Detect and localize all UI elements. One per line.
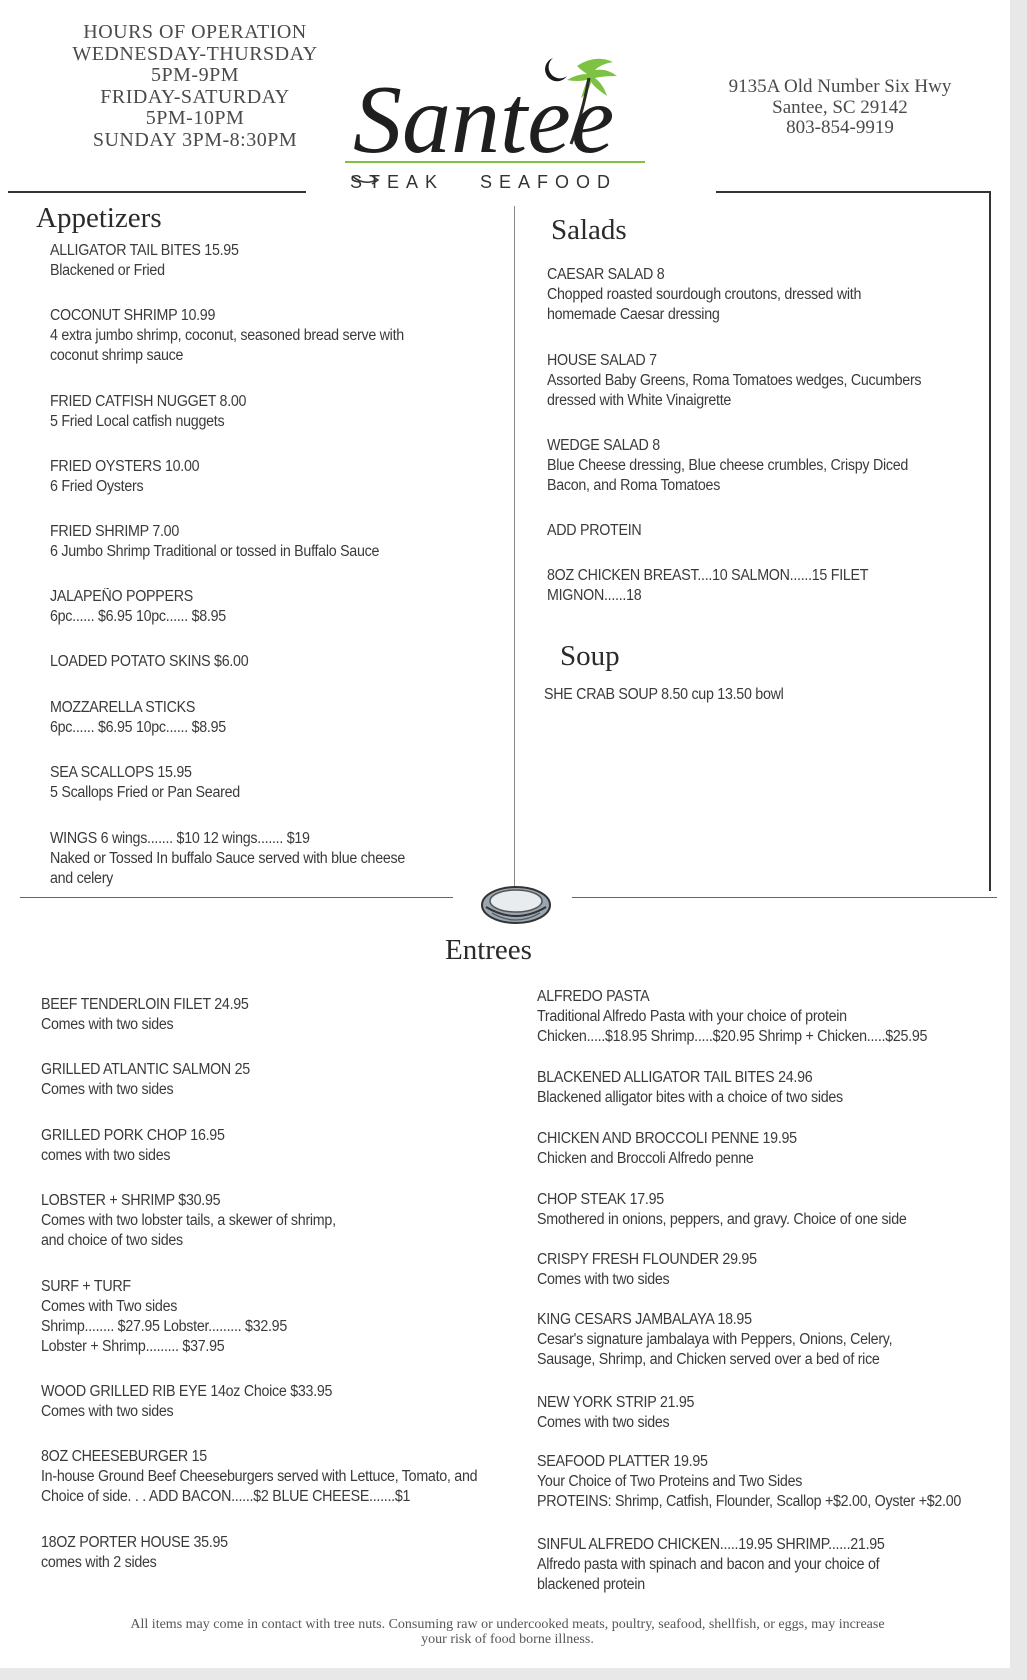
appetizers-title: Appetizers xyxy=(36,202,162,234)
menu-item xyxy=(41,995,267,1035)
menu-item xyxy=(537,1129,819,1169)
item-desc: Naked or Tossed In buffalo Sauce served with blue cheese xyxy=(50,850,406,867)
item-desc: Comes with two sides xyxy=(41,1403,174,1420)
address-line: 9135A Old Number Six Hwy xyxy=(728,76,952,97)
item-name: SINFUL ALFREDO CHICKEN.....19.95 SHRIMP......21.95 xyxy=(537,1536,885,1553)
allergy-disclaimer xyxy=(20,1618,995,1647)
item-desc: 6 Fried Oysters xyxy=(50,478,144,495)
item-name: WINGS 6 wings....... $10 12 wings....... $19 xyxy=(50,830,310,847)
hours-line: 5PM-10PM xyxy=(145,107,245,129)
menu-item xyxy=(50,392,263,432)
item-desc: 6pc...... $6.95 10pc...... $8.95 xyxy=(50,608,226,625)
menu-item xyxy=(41,1277,308,1357)
item-name: ALFREDO PASTA xyxy=(537,988,650,1005)
menu-item xyxy=(41,1382,358,1422)
disclaimer-line: All items may come in contact with tree nuts. Consuming raw or undercooked meats, poultry, seafood, shellfish, or eggs, may increase xyxy=(130,1617,885,1632)
item-desc: Traditional Alfredo Pasta with your choice of protein xyxy=(537,1008,847,1025)
item-name: KING CESARS JAMBALAYA 18.95 xyxy=(537,1311,752,1328)
menu-item xyxy=(50,652,266,672)
oyster-icon xyxy=(478,877,554,927)
item-desc: 6pc...... $6.95 10pc...... $8.95 xyxy=(50,719,226,736)
item-desc: Alfredo pasta with spinach and bacon and your choice of xyxy=(537,1556,880,1573)
menu-item xyxy=(41,1126,241,1166)
item-name: MOZZARELLA STICKS xyxy=(50,699,196,716)
logo-script: Santee xyxy=(353,66,615,172)
menu-item xyxy=(50,698,241,738)
menu-item xyxy=(41,1533,244,1573)
item-desc: Choice of side. . . ADD BACON......$2 BLUE CHEESE.......$1 xyxy=(41,1488,411,1505)
item-desc: Comes with two sides xyxy=(537,1414,670,1431)
item-name: GRILLED PORK CHOP 16.95 xyxy=(41,1127,225,1144)
item-desc: Comes with Two sides xyxy=(41,1298,178,1315)
hours-line: SUNDAY 3PM-8:30PM xyxy=(92,128,298,151)
item-desc: Blue Cheese dressing, Blue cheese crumbles, Crispy Diced xyxy=(547,457,909,474)
item-desc: Bacon, and Roma Tomatoes xyxy=(547,477,721,494)
logo-graphic xyxy=(345,52,685,172)
menu-item xyxy=(50,587,241,627)
item-name: HOUSE SALAD 7 xyxy=(547,352,657,369)
item-desc: Cesar's signature jambalaya with Peppers, Onions, Celery, xyxy=(537,1331,893,1348)
item-name: WEDGE SALAD 8 xyxy=(547,437,660,454)
hours-line: 5PM-9PM xyxy=(151,64,239,86)
item-desc: Assorted Baby Greens, Roma Tomatoes wedges, Cucumbers xyxy=(547,372,922,389)
item-name: JALAPEÑO POPPERS xyxy=(50,588,194,605)
menu-item xyxy=(41,1060,268,1100)
item-name: 18OZ PORTER HOUSE 35.95 xyxy=(41,1534,228,1551)
hours-of-operation xyxy=(40,22,350,151)
item-name: ALLIGATOR TAIL BITES 15.95 xyxy=(50,242,239,259)
menu-item xyxy=(547,566,896,606)
hours-line: WEDNESDAY-THURSDAY xyxy=(72,42,318,65)
item-desc: Chicken.....$18.95 Shrimp.....$20.95 Shrimp + Chicken.....$25.95 xyxy=(537,1028,928,1045)
item-desc: 6 Jumbo Shrimp Traditional or tossed in Buffalo Sauce xyxy=(50,543,380,560)
salads-title: Salads xyxy=(551,214,627,246)
menu-item xyxy=(547,436,939,496)
item-name: BEEF TENDERLOIN FILET 24.95 xyxy=(41,996,249,1013)
item-desc: coconut shrimp sauce xyxy=(50,347,184,364)
item-desc: 4 extra jumbo shrimp, coconut, seasoned bread serve with xyxy=(50,327,404,344)
item-name: CHOP STEAK 17.95 xyxy=(537,1191,664,1208)
hours-line: HOURS OF OPERATION xyxy=(83,21,307,43)
hours-line: FRIDAY-SATURDAY xyxy=(100,85,290,108)
item-name: SEA SCALLOPS 15.95 xyxy=(50,764,192,781)
menu-item xyxy=(537,1452,998,1512)
disclaimer-line: your risk of food borne illness. xyxy=(421,1631,594,1647)
menu-item xyxy=(537,1250,776,1290)
item-name: FRIED OYSTERS 10.00 xyxy=(50,458,200,475)
item-desc: Blackened alligator bites with a choice of two sides xyxy=(537,1089,843,1106)
divider xyxy=(989,191,991,891)
item-desc: Smothered in onions, peppers, and gravy. Choice of one side xyxy=(537,1211,907,1228)
item-name: SEAFOOD PLATTER 19.95 xyxy=(537,1453,708,1470)
item-name: NEW YORK STRIP 21.95 xyxy=(537,1394,695,1411)
divider xyxy=(8,191,306,193)
menu-item xyxy=(41,1191,361,1251)
item-name: WOOD GRILLED RIB EYE 14oz Choice $33.95 xyxy=(41,1383,333,1400)
item-desc: and celery xyxy=(50,870,114,887)
item-name: SHE CRAB SOUP 8.50 cup 13.50 bowl xyxy=(544,686,784,703)
item-desc: comes with 2 sides xyxy=(41,1554,157,1571)
item-desc: Your Choice of Two Proteins and Two Sides xyxy=(537,1473,803,1490)
menu-item xyxy=(537,1393,708,1433)
item-desc: PROTEINS: Shrimp, Catfish, Flounder, Scallop +$2.00, Oyster +$2.00 xyxy=(537,1493,962,1510)
item-name: CAESAR SALAD 8 xyxy=(547,266,665,283)
item-desc: Comes with two sides xyxy=(41,1016,174,1033)
item-desc: and choice of two sides xyxy=(41,1232,183,1249)
item-desc: Lobster + Shrimp......... $37.95 xyxy=(41,1338,225,1355)
menu-item xyxy=(537,987,961,1047)
item-name: COCONUT SHRIMP 10.99 xyxy=(50,307,216,324)
menu-item xyxy=(537,1068,869,1108)
divider xyxy=(514,206,515,894)
menu-item xyxy=(50,457,212,497)
item-desc: Comes with two lobster tails, a skewer of shrimp, xyxy=(41,1212,336,1229)
item-desc: Comes with two sides xyxy=(537,1271,670,1288)
menu-item xyxy=(544,685,804,705)
menu-item xyxy=(537,1190,939,1230)
item-desc: Blackened or Fried xyxy=(50,262,165,279)
item-name: 8OZ CHICKEN BREAST....10 SALMON......15 FILET xyxy=(547,567,869,584)
item-desc: homemade Caesar dressing xyxy=(547,306,720,323)
menu-item xyxy=(50,241,255,281)
address-line: Santee, SC 29142 xyxy=(772,96,908,118)
logo-tagline-right: SEAFOOD xyxy=(480,172,618,192)
address-line: 803-854-9919 xyxy=(786,117,894,138)
item-desc: Shrimp........ $27.95 Lobster......... $32.95 xyxy=(41,1318,287,1335)
menu-item xyxy=(537,1535,915,1595)
item-name: CHICKEN AND BROCCOLI PENNE 19.95 xyxy=(537,1130,797,1147)
item-name: LOADED POTATO SKINS $6.00 xyxy=(50,653,249,670)
item-desc: In-house Ground Beef Cheeseburgers served with Lettuce, Tomato, and xyxy=(41,1468,478,1485)
item-name: LOBSTER + SHRIMP $30.95 xyxy=(41,1192,221,1209)
menu-item xyxy=(537,1310,923,1370)
item-desc: comes with two sides xyxy=(41,1147,171,1164)
menu-item xyxy=(50,763,256,803)
logo-tagline-left: STEAK xyxy=(350,172,445,192)
item-desc: 5 Fried Local catfish nuggets xyxy=(50,413,225,430)
divider xyxy=(20,897,453,898)
item-name: CRISPY FRESH FLOUNDER 29.95 xyxy=(537,1251,757,1268)
entrees-title: Entrees xyxy=(445,934,532,966)
menu-item xyxy=(50,829,436,889)
menu-item xyxy=(50,522,408,562)
menu-item xyxy=(41,1447,515,1507)
item-desc: MIGNON......18 xyxy=(547,587,642,604)
divider xyxy=(572,897,997,898)
item-name: SURF + TURF xyxy=(41,1278,131,1295)
item-desc: dressed with White Vinaigrette xyxy=(547,392,732,409)
item-name: BLACKENED ALLIGATOR TAIL BITES 24.96 xyxy=(537,1069,813,1086)
item-desc: blackened protein xyxy=(537,1576,645,1593)
menu-item xyxy=(547,521,650,541)
soup-title: Soup xyxy=(560,640,620,672)
item-desc: 5 Scallops Fried or Pan Seared xyxy=(50,784,240,801)
restaurant-logo xyxy=(345,52,685,202)
item-desc: Sausage, Shrimp, and Chicken served over a bed of rice xyxy=(537,1351,880,1368)
address-block xyxy=(690,77,990,139)
logo-tagline xyxy=(350,172,680,193)
item-desc: Comes with two sides xyxy=(41,1081,174,1098)
item-desc: Chopped roasted sourdough croutons, dressed with xyxy=(547,286,862,303)
item-name: 8OZ CHEESEBURGER 15 xyxy=(41,1448,207,1465)
menu-item xyxy=(547,265,888,325)
item-name: FRIED CATFISH NUGGET 8.00 xyxy=(50,393,247,410)
item-name: GRILLED ATLANTIC SALMON 25 xyxy=(41,1061,250,1078)
menu-item xyxy=(50,306,435,366)
item-name: FRIED SHRIMP 7.00 xyxy=(50,523,179,540)
menu-item xyxy=(547,351,954,411)
divider xyxy=(716,191,991,193)
item-desc: Chicken and Broccoli Alfredo penne xyxy=(537,1150,754,1167)
item-name: ADD PROTEIN xyxy=(547,522,642,539)
